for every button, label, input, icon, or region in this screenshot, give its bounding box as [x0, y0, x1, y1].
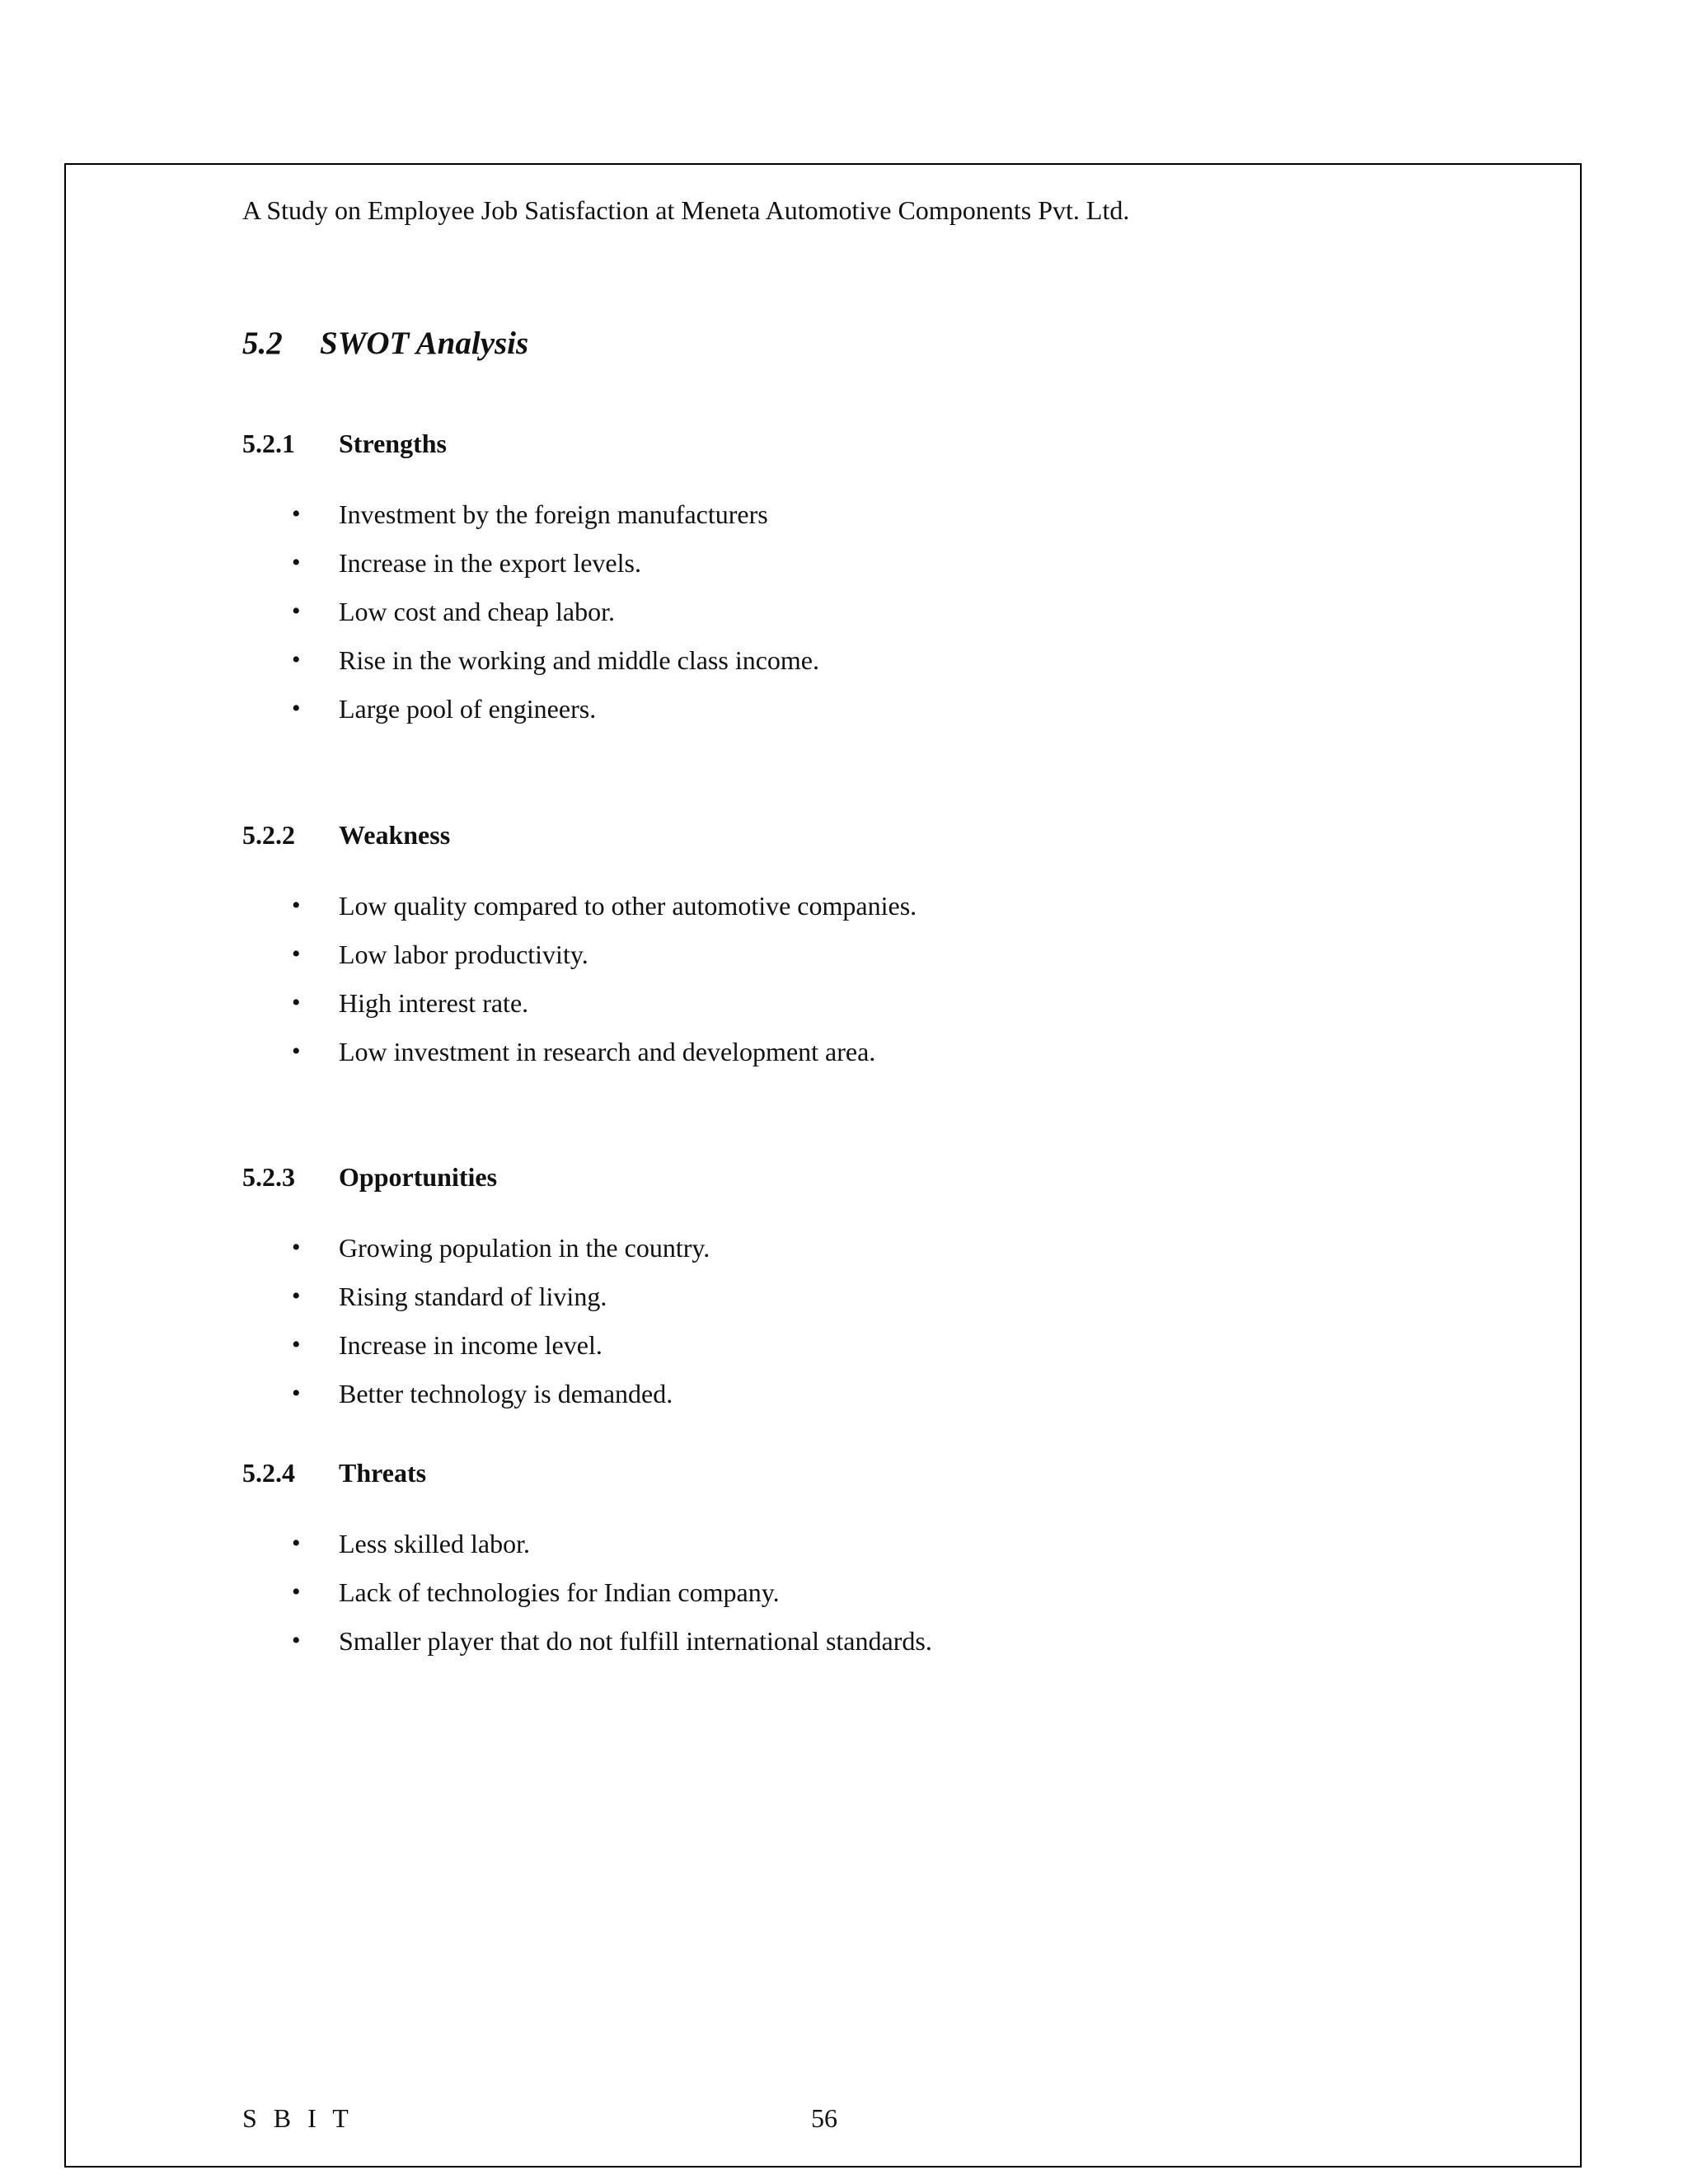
list-item [242, 1576, 1479, 1624]
list-item-text: Low investment in research and development area. [339, 1037, 876, 1066]
list-item [242, 498, 1479, 546]
bullet-icon: • [292, 646, 301, 673]
bullet-icon: • [292, 1380, 301, 1407]
list-item [242, 938, 1479, 987]
bullet-icon: • [292, 1038, 301, 1065]
section-title [242, 324, 528, 363]
bullet-icon: • [292, 940, 301, 968]
list-item-text: Low labor productivity. [339, 940, 588, 969]
threats-list [242, 1527, 1479, 1673]
bullet-icon: • [292, 598, 301, 625]
list-item [242, 1624, 1479, 1673]
running-header: A Study on Employee Job Satisfaction at Meneta Automotive Components Pvt. Ltd. [242, 195, 1130, 225]
list-item-text: Low quality compared to other automotive companies. [339, 891, 917, 921]
list-item [242, 546, 1479, 595]
bullet-icon: • [292, 1530, 301, 1557]
list-item [242, 889, 1479, 938]
bullet-icon: • [292, 1627, 301, 1654]
footer-institution: S B I T [242, 2103, 354, 2133]
list-item-text: Smaller player that do not fulfill international standards. [339, 1626, 932, 1656]
bullet-icon: • [292, 989, 301, 1016]
list-item [242, 644, 1479, 692]
section-number: 5.2 [242, 326, 283, 361]
bullet-icon: • [292, 549, 301, 576]
subsection-weakness [242, 818, 1479, 1084]
bullet-icon: • [292, 1234, 301, 1261]
subsection-title: Weakness [339, 820, 451, 850]
section-title-text: SWOT Analysis [320, 326, 529, 361]
weakness-list [242, 889, 1479, 1084]
subsection-number: 5.2.1 [242, 429, 295, 458]
opportunities-list [242, 1231, 1479, 1426]
list-item-text: Better technology is demanded. [339, 1379, 673, 1408]
strengths-list [242, 498, 1479, 741]
list-item [242, 1377, 1479, 1426]
list-item [242, 1527, 1479, 1576]
subsection-title: Opportunities [339, 1162, 498, 1192]
bullet-icon: • [292, 695, 301, 722]
list-item [242, 1329, 1479, 1377]
list-item-text: High interest rate. [339, 988, 529, 1018]
list-item [242, 1280, 1479, 1329]
subsection-heading-strengths [242, 427, 1479, 460]
subsection-heading-threats [242, 1456, 1479, 1489]
bullet-icon: • [292, 892, 301, 919]
subsection-title: Strengths [339, 429, 447, 458]
list-item-text: Large pool of engineers. [339, 694, 597, 724]
list-item-text: Investment by the foreign manufacturers [339, 499, 768, 529]
subsection-number: 5.2.2 [242, 820, 295, 850]
subsection-heading-opportunities [242, 1160, 1479, 1193]
list-item [242, 1231, 1479, 1280]
subsection-heading-weakness [242, 818, 1479, 851]
subsection-number: 5.2.3 [242, 1162, 295, 1192]
subsection-opportunities [242, 1160, 1479, 1426]
list-item [242, 1035, 1479, 1084]
bullet-icon: • [292, 500, 301, 527]
list-item-text: Rise in the working and middle class income. [339, 645, 819, 675]
list-item [242, 987, 1479, 1035]
list-item [242, 595, 1479, 644]
list-item-text: Less skilled labor. [339, 1529, 530, 1558]
list-item [242, 692, 1479, 741]
bullet-icon: • [292, 1282, 301, 1310]
subsection-title: Threats [339, 1458, 427, 1488]
subsection-number: 5.2.4 [242, 1458, 295, 1488]
list-item-text: Rising standard of living. [339, 1282, 607, 1311]
list-item-text: Growing population in the country. [339, 1233, 710, 1263]
subsection-strengths [242, 427, 1479, 741]
bullet-icon: • [292, 1578, 301, 1605]
bullet-icon: • [292, 1331, 301, 1358]
footer-page-number: 56 [811, 2103, 837, 2133]
list-item-text: Lack of technologies for Indian company. [339, 1577, 780, 1607]
list-item-text: Low cost and cheap labor. [339, 597, 615, 626]
subsection-threats [242, 1456, 1479, 1673]
list-item-text: Increase in income level. [339, 1330, 603, 1360]
list-item-text: Increase in the export levels. [339, 548, 641, 578]
